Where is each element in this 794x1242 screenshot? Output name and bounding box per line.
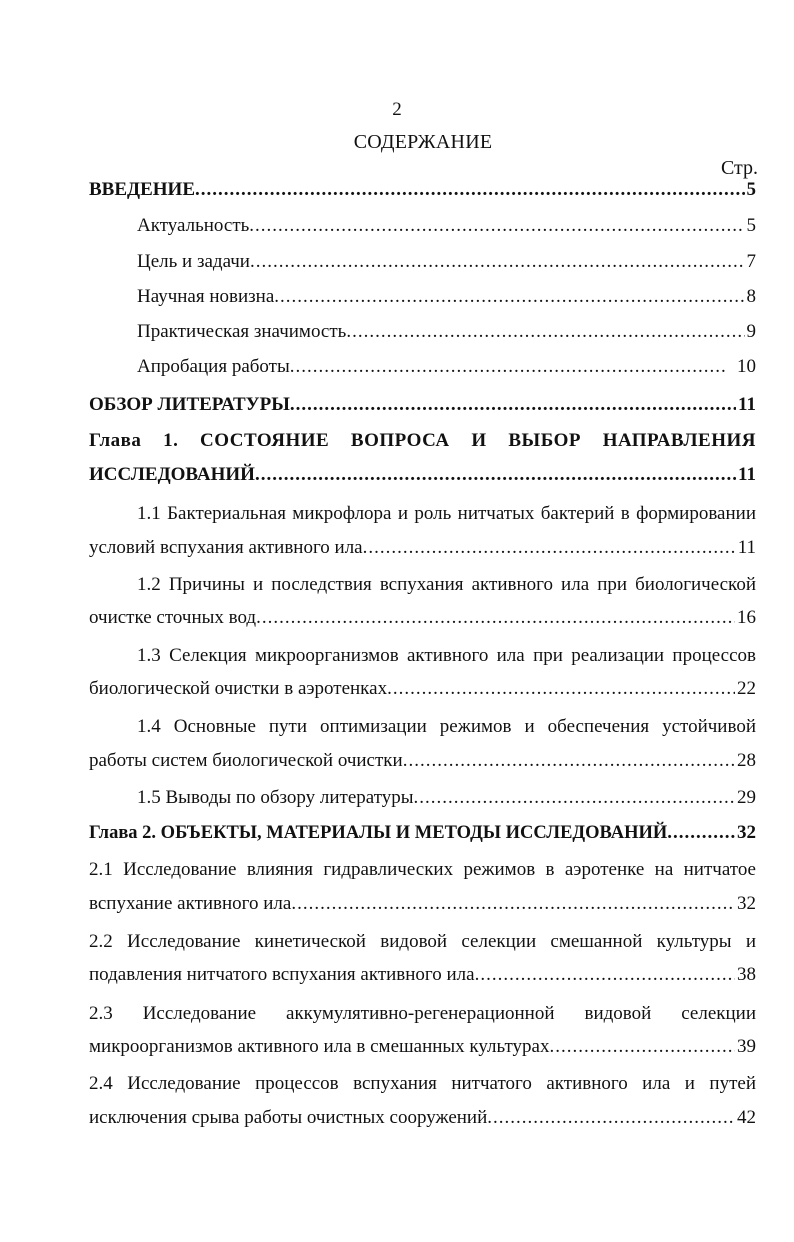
toc-entry-s2-1-line1[interactable]: 2.1 Исследование влияния гидравлических режимов в аэротенке на нитчатое [89,859,756,880]
toc-entry-ch1[interactable] [89,464,756,490]
toc-label: ВВЕДЕНИЕ [89,179,195,200]
toc-entry-s1-3-line1[interactable]: 1.3 Селекция микроорганизмов активного ила при реализации процессов [137,645,756,666]
toc-page: 9 [746,321,756,342]
toc-entry-s1-4-line1[interactable]: 1.4 Основные пути оптимизации режимов и обеспечения устойчивой [137,716,756,737]
toc-entry-review[interactable] [89,394,756,420]
page-number: 2 [392,99,402,120]
toc-entry-goals[interactable] [137,251,756,277]
page-column-label: Стр. [720,157,758,179]
toc-entry-s2-4-line1[interactable]: 2.4 Исследование процессов вспухания нитчатого активного ила и путей [89,1073,756,1094]
toc-label: подавления нитчатого вспухания активного ила [89,964,475,985]
toc-page: 42 [737,1107,756,1128]
toc-entry-intro[interactable] [89,179,756,205]
toc-page: 8 [746,286,756,307]
toc-label: Практическая значимость [137,321,347,342]
toc-entry-s2-2[interactable] [89,964,756,990]
toc-entry-s1-5[interactable] [137,787,756,813]
toc-entry-ch1-line1[interactable]: Глава 1. СОСТОЯНИЕ ВОПРОСА И ВЫБОР НАПРАВЛЕНИЯ [89,430,756,451]
toc-label: ОБЗОР ЛИТЕРАТУРЫ [89,394,290,415]
toc-page: 32 [737,893,756,914]
toc-page: 11 [738,464,756,485]
toc-page: 11 [738,394,756,415]
toc-entry-s1-2[interactable] [89,607,756,633]
toc-entry-s1-1-line1[interactable]: 1.1 Бактериальная микрофлора и роль нитчатых бактерий в формировании [137,503,756,524]
toc-entry-s2-2-line1[interactable]: 2.2 Исследование кинетической видовой селекции смешанной культуры и [89,931,756,952]
toc-entry-s1-3[interactable] [89,678,756,704]
toc-page: 16 [737,607,756,628]
toc-entry-approbation[interactable] [137,356,756,382]
toc-entry-s2-4[interactable] [89,1107,756,1133]
toc-entry-s1-1[interactable] [89,537,756,563]
toc-entry-s1-2-line1[interactable]: 1.2 Причины и последствия вспухания активного ила при биологической [137,574,756,595]
toc-label: Актуальность [137,215,250,236]
toc-entry-s2-3-line1[interactable]: 2.3 Исследование аккумулятивно-регенерационной видовой селекции [89,1003,756,1024]
toc-page: 5 [746,179,756,200]
toc-page: 22 [737,678,756,699]
toc-entry-novelty[interactable] [137,286,756,312]
toc-label: биологической очистки в аэротенках [89,678,388,699]
toc-page: 5 [746,215,756,236]
toc-label: Научная новизна [137,286,275,307]
page-title: СОДЕРЖАНИЕ [353,131,493,153]
toc-label: очистке сточных вод [89,607,257,628]
toc-page: 38 [737,964,756,985]
toc-entry-s2-1[interactable] [89,893,756,919]
toc-page: 11 [737,537,756,558]
toc-entry-s1-4[interactable] [89,750,756,776]
toc-page: 28 [737,750,756,771]
toc-entry-s2-3[interactable] [89,1036,756,1062]
toc-page: 29 [737,787,756,808]
toc-label: исключения срыва работы очистных сооружений [89,1107,488,1128]
toc-label: ИССЛЕДОВАНИЙ [89,464,255,485]
toc-page: 39 [737,1036,756,1057]
toc-entry-ch2[interactable] [89,822,756,848]
toc-label: Цель и задачи [137,251,250,272]
toc-label: 1.5 Выводы по обзору литературы [137,787,414,808]
toc-label: микроорганизмов активного ила в смешанных культурах [89,1036,550,1057]
toc-page: 10 [737,356,756,377]
toc-label: вспухание активного ила [89,893,292,914]
toc-label: условий вспухания активного ила [89,537,363,558]
toc-label: работы систем биологической очистки [89,750,403,771]
toc-label: Глава 2. ОБЪЕКТЫ, МАТЕРИАЛЫ И МЕТОДЫ ИССЛЕДОВАНИЙ [89,823,668,843]
toc-page: 7 [746,251,756,272]
toc-page: 32 [737,822,756,843]
toc-label: Апробация работы [137,356,290,377]
toc-entry-practical[interactable] [137,321,756,347]
toc-entry-relevance[interactable] [137,215,756,241]
